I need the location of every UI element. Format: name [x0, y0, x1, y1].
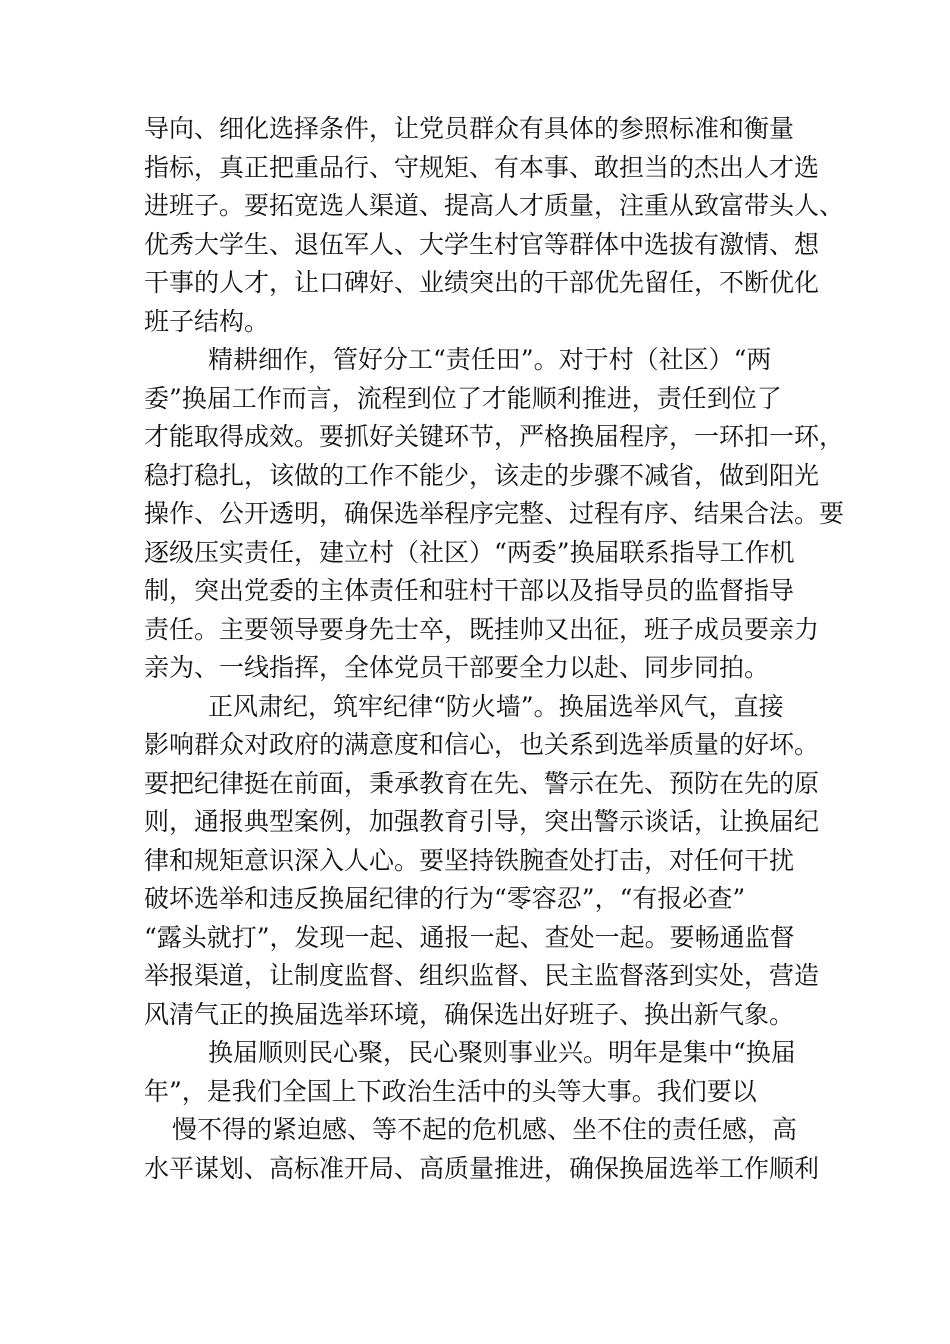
paragraph-start-line: 换届顺则民心聚，民心聚则事业兴。明年是集中“换届 [208, 1038, 796, 1067]
text-line: 要把纪律挺在前面，秉承教育在先、警示在先、预防在先的原 [144, 768, 820, 798]
text-line: 操作、公开透明，确保选举程序完整、过程有序、结果合法。要 [144, 499, 845, 528]
paragraph-start-line: 慢不得的紧迫感、等不起的危机感、坐不住的责任感，高 [172, 1115, 798, 1144]
text-line: 责任。主要领导要身先士卒，既挂帅又出征，班子成员要亲力 [144, 614, 820, 644]
text-line: 班子结构。 [144, 306, 270, 336]
text-line: 干事的人才，让口碑好、业绩突出的干部优先留任，不断优化 [144, 268, 820, 297]
text-line: 举报渠道，让制度监督、组织监督、民主监督落到实处，营造 [144, 961, 820, 990]
text-line: 导向、细化选择条件，让党员群众有具体的参照标准和衡量 [144, 114, 795, 143]
text-line: 才能取得成效。要抓好关键环节，严格换届程序，一环扣一环， [144, 422, 845, 451]
text-line: 委”换届工作而言，流程到位了才能顺利推进，责任到位了 [144, 383, 782, 413]
text-line: 水平谋划、高标准开局、高质量推进，确保换届选举工作顺利 [144, 1153, 820, 1183]
paragraph-start-line: 精耕细作，管好分工“责任田”。对于村（社区）“两 [208, 345, 772, 374]
text-line: 风清气正的换届选举环境，确保选出好班子、换出新气象。 [144, 999, 795, 1029]
text-line: 影响群众对政府的满意度和信心，也关系到选举质量的好坏。 [144, 730, 820, 759]
text-line: 指标，真正把重品行、守规矩、有本事、敢担当的杰出人才选 [144, 152, 820, 182]
text-line: 亲为、一线指挥，全体党员干部要全力以赴、同步同拍。 [144, 653, 770, 682]
paragraph-start-line: 正风肃纪，筑牢纪律“防火墙”。换届选举风气，直接 [208, 691, 784, 721]
document-body [144, 110, 845, 1188]
text-line: 破坏选举和违反换届纪律的行为“零容忍”，“有报必查” [144, 884, 746, 913]
text-line: 逐级压实责任，建立村（社区）“两委”换届联系指导工作机 [144, 537, 795, 567]
text-line: 律和规矩意识深入人心。要坚持铁腕查处打击，对任何干扰 [144, 845, 795, 875]
text-line: 稳打稳扎，该做的工作不能少，该走的步骤不减省，做到阳光 [144, 460, 820, 490]
text-line: “露头就打”，发现一起、通报一起、查处一起。要畅通监督 [144, 922, 795, 952]
text-line: 优秀大学生、退伍军人、大学生村官等群体中选拔有激情、想 [144, 229, 820, 259]
text-line: 进班子。要拓宽选人渠道、提高人才质量，注重从致富带头人、 [144, 191, 845, 220]
text-line: 则，通报典型案例，加强教育引导，突出警示谈话，让换届纪 [144, 807, 820, 836]
text-line: 年”，是我们全国上下政治生活中的头等大事。我们要以 [144, 1076, 757, 1106]
text-line: 制，突出党委的主体责任和驻村干部以及指导员的监督指导 [144, 576, 795, 605]
